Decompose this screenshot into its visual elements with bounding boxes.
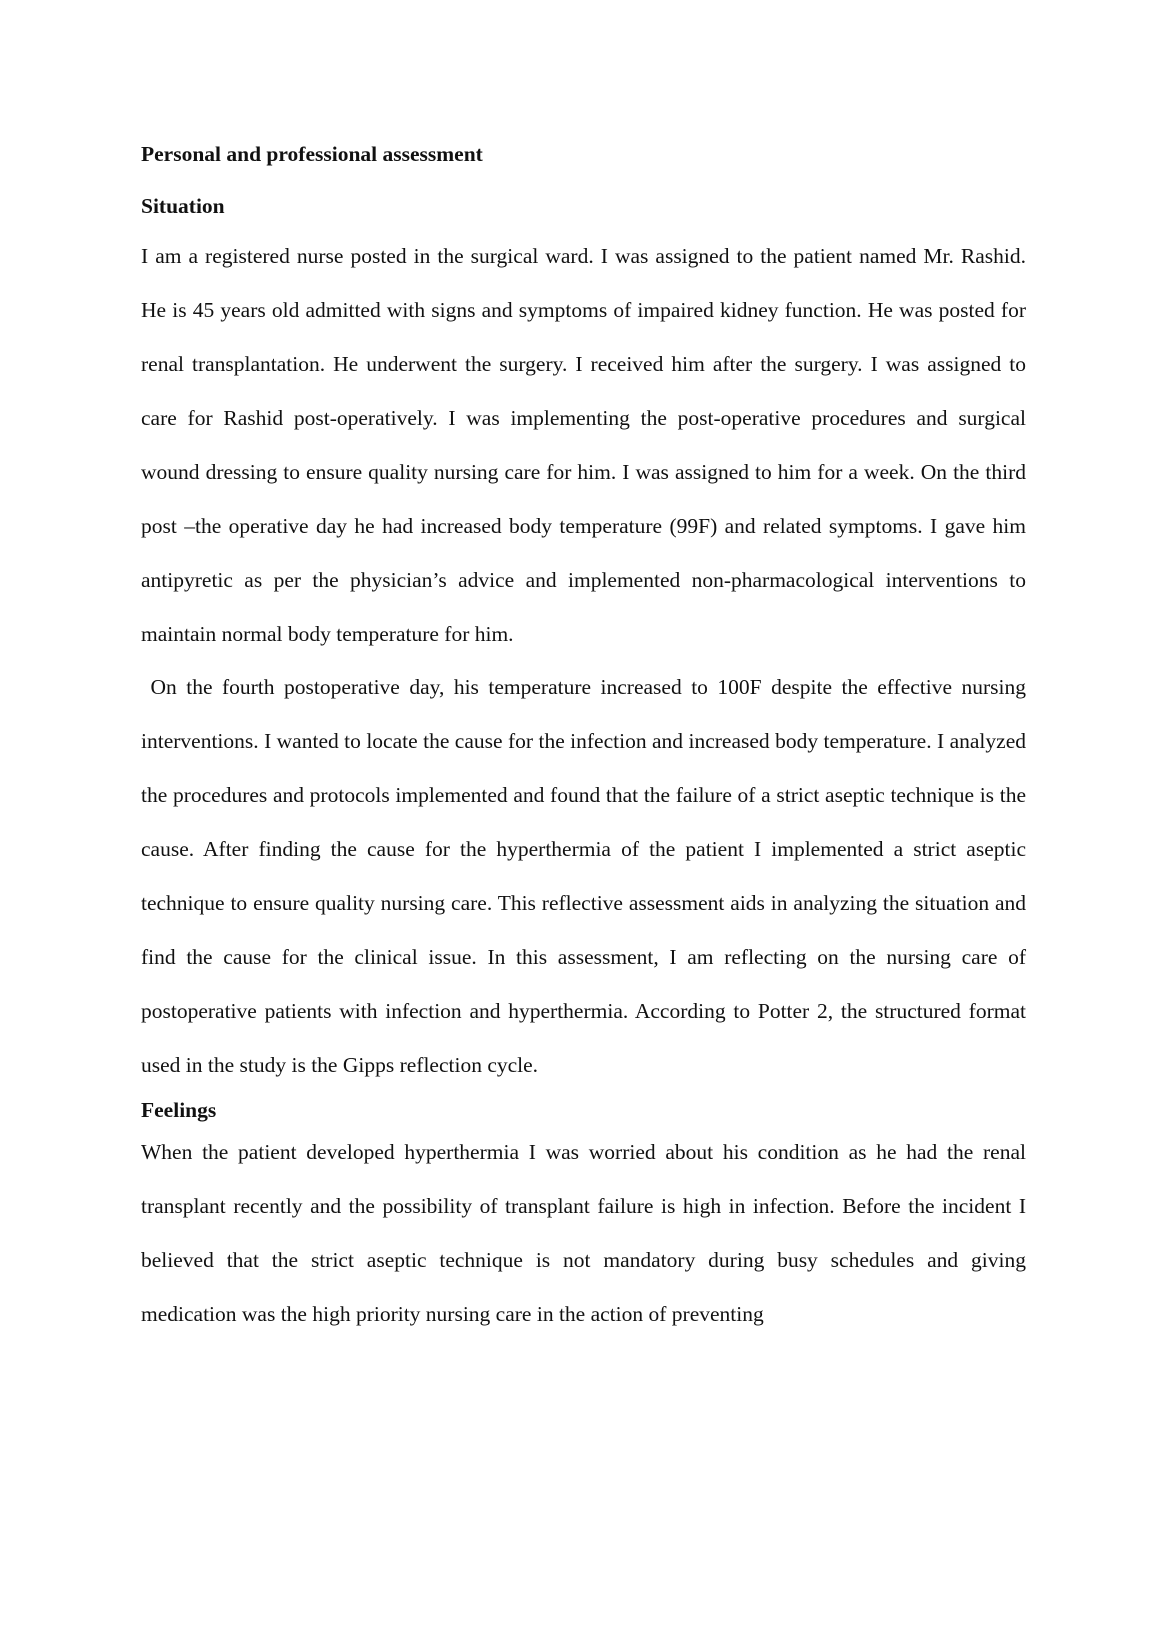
document-title: Personal and professional assessment bbox=[141, 142, 483, 166]
situation-paragraph-2: On the fourth postoperative day, his temperature increased to 100F despite the effective nursing interventions. I wanted to locate the cause for the infection and increased body temperature. I analyzed the procedures and protocols implemented and found that the failure of a strict aseptic technique is the cause. After finding the cause for the hyperthermia of the patient I implemented a strict aseptic technique to ensure quality nursing care. This reflective assessment aids in analyzing the situation and find the cause for the clinical issue. In this assessment, I am reflecting on the nursing care of postoperative patients with infection and hyperthermia. According to Potter 2, the structured format used in the study is the Gipps reflection cycle. bbox=[141, 675, 1032, 1077]
feelings-heading: Feelings bbox=[141, 1098, 217, 1122]
situation-heading: Situation bbox=[141, 194, 225, 218]
feelings-paragraph-1: When the patient developed hyperthermia I was worried about his condition as he had the renal transplant recently and the possibility of transplant failure is high in infection. Before the incident I believed that the strict aseptic technique is not mandatory during busy schedules and giving medication was the high priority nursing care in the action of preventing bbox=[141, 1140, 1026, 1326]
situation-paragraph-1: I am a registered nurse posted in the surgical ward. I was assigned to the patient named Mr. Rashid. He is 45 years old admitted with signs and symptoms of impaired kidney function. He was posted for renal transplantation. He underwent the surgery. I received him after the surgery. I was assigned to care for Rashid post-operatively. I was implementing the post-operative procedures and surgical wound dressing to ensure quality nursing care for him. I was assigned to him for a week. On the third post –the operative day he had increased body temperature (99F) and related symptoms. I gave him antipyretic as per the physician’s advice and implemented non-pharmacological interventions to maintain normal body temperature for him. bbox=[141, 244, 1026, 646]
document-body bbox=[141, 137, 1032, 1340]
